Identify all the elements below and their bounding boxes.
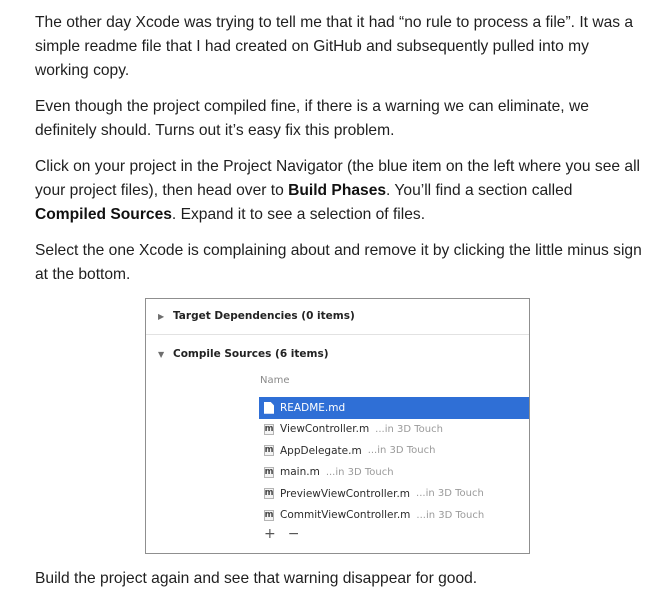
objc-file-icon: m [264,488,274,499]
file-name: PreviewViewController.m [280,487,411,500]
file-location: ...in 3D Touch [375,423,443,435]
objc-file-icon: m [264,509,274,520]
file-location: ...in 3D Touch [416,488,484,500]
document-icon [264,402,274,414]
file-row[interactable] [259,483,529,505]
file-location: ...in 3D Touch [416,509,485,521]
xcode-build-phases-screenshot [145,298,530,554]
target-dependencies-label: Target Dependencies (0 items) [173,310,355,322]
section-divider [146,334,529,335]
instructions-text-e: . Expand it to see a selection of files. [171,206,426,223]
disclosure-collapsed-icon: ▶ [158,311,165,321]
file-row[interactable] [259,419,529,441]
paragraph-instructions [35,155,645,227]
build-phases-term: Build Phases [288,182,387,199]
add-file-button[interactable]: + [264,526,276,542]
file-location: ...in 3D Touch [325,466,394,478]
file-name: AppDelegate.m [280,444,362,457]
compile-sources-label: Compile Sources (6 items) [173,348,329,360]
paragraph-remove: Select the one Xcode is complaining about and remove it by clicking the little minus sign at the bottom. [35,242,642,283]
objc-file-icon: m [264,423,274,434]
paragraph-conclusion: Build the project again and see that warning disappear for good. [35,570,478,587]
file-row[interactable] [259,505,529,527]
paragraph-intro: The other day Xcode was trying to tell me that it had “no rule to process a file”. It was a simple readme file that I had created on GitHub and subsequently pulled into my working copy. [35,14,634,79]
file-name: README.md [280,401,346,414]
remove-file-button[interactable]: − [287,526,300,542]
file-name: CommitViewController.m [280,509,411,522]
add-remove-controls [264,526,299,542]
compile-sources-section[interactable] [158,348,329,360]
objc-file-icon: m [264,466,274,477]
file-row-readme[interactable] [259,397,529,419]
paragraph-warning: Even though the project compiled fine, if there is a warning we can eliminate, we definitely should. Turns out it’s easy fix this problem. [35,98,589,139]
file-row[interactable] [259,440,529,462]
instructions-text-c: . You’ll find a section called [386,182,573,199]
file-name: ViewController.m [280,423,370,436]
name-column-header: Name [260,375,290,386]
objc-file-icon: m [264,445,274,456]
disclosure-expanded-icon: ▼ [158,349,165,359]
compile-sources-file-list [259,397,529,526]
instructions-text-a: Click on your project in the Project Navigator (the blue item on the left where you see all your project files), then head over to [35,158,640,199]
compiled-sources-term: Compiled Sources [35,206,172,223]
target-dependencies-section[interactable] [158,310,355,322]
file-location: ...in 3D Touch [367,445,436,457]
file-name: main.m [280,466,320,479]
file-row[interactable] [259,462,529,484]
